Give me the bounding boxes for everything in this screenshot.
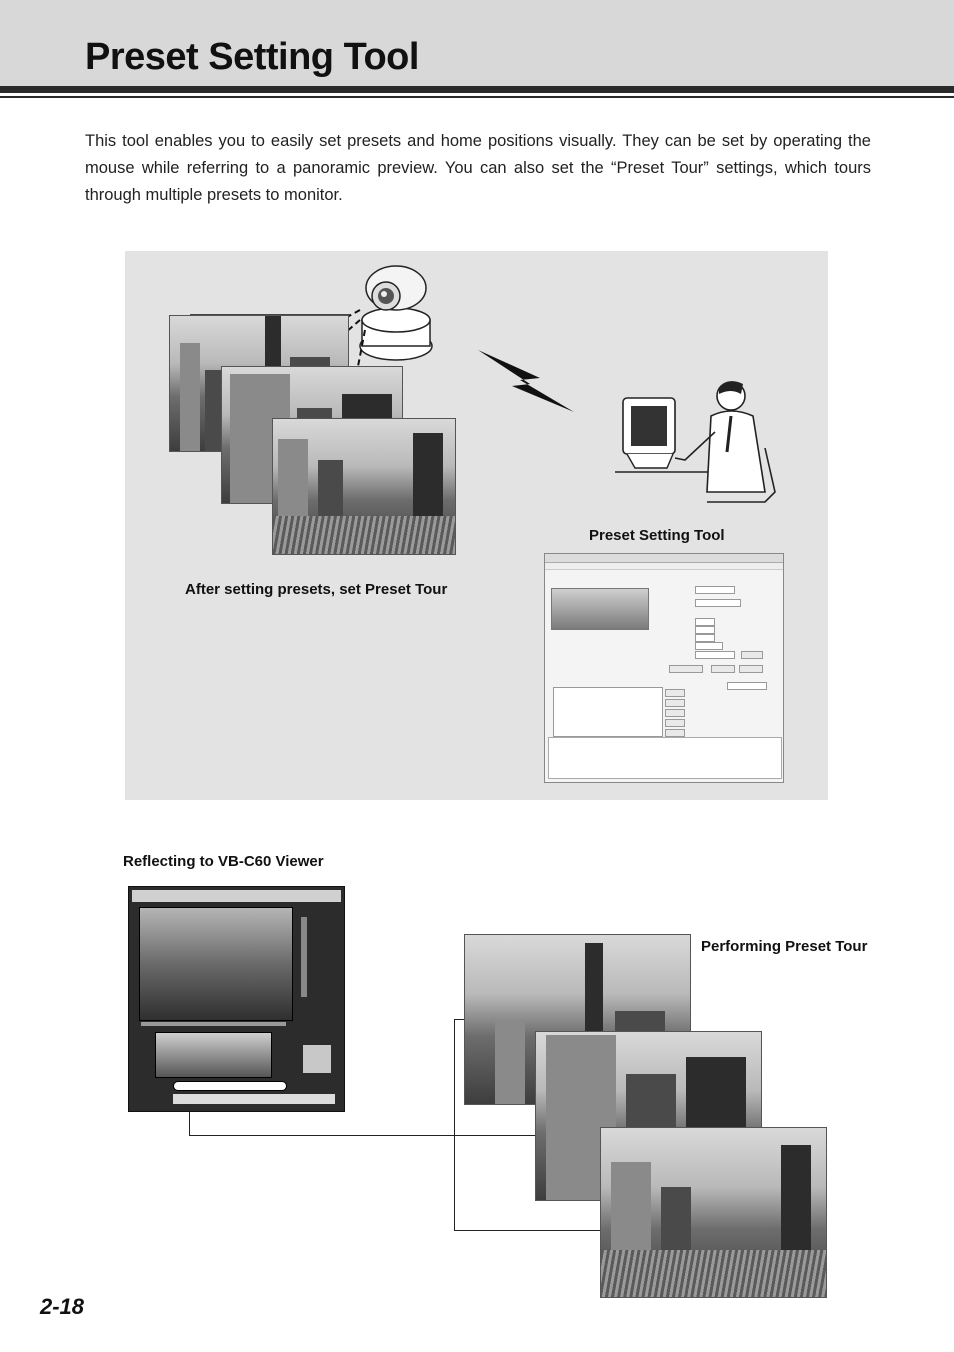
label-reflecting-viewer: Reflecting to VB-C60 Viewer: [123, 853, 324, 870]
intro-paragraph: This tool enables you to easily set presets and home positions visually. They can be set by operating the mouse while referring to a panoramic preview. You can also set the “Preset Tour” settings, which tours through multiple presets to monitor.: [85, 132, 871, 204]
label-preset-setting-tool: Preset Setting Tool: [589, 527, 725, 544]
page-title: Preset Setting Tool: [85, 36, 419, 78]
set-value-button: [741, 651, 763, 659]
person-at-computer-illustration: [615, 372, 785, 512]
panorama-preview: [551, 588, 649, 630]
preset-setting-tool-window: [544, 553, 784, 783]
lightning-bolt-icon: [478, 350, 578, 412]
connector-line: [454, 1019, 455, 1230]
connector-line: [454, 1230, 600, 1231]
title-rule: [0, 86, 954, 93]
page-number: 2-18: [40, 1294, 85, 1319]
focus-mode-select: [695, 651, 735, 659]
preset-dropdown-highlight: [173, 1081, 287, 1091]
connector-line: [189, 1135, 535, 1136]
zoom-field: [695, 634, 715, 642]
down-button: [665, 709, 685, 717]
window-menubar: [545, 563, 783, 570]
preview-button: [711, 665, 735, 673]
message-log: [548, 737, 782, 779]
label-performing-tour: Performing Preset Tour: [701, 938, 868, 955]
connector-line: [454, 1019, 464, 1020]
viewer-video: [139, 907, 293, 1021]
auto-preset-tour-select: [727, 682, 767, 690]
tour-photo-3: [600, 1127, 827, 1298]
move-icon: [303, 1045, 331, 1073]
viewer-panorama: [155, 1032, 272, 1078]
city-photo-3: [272, 418, 456, 555]
apply-button: [739, 665, 763, 673]
tilt-field: [695, 626, 715, 634]
delete-button: [665, 719, 685, 727]
viewer-toolbar: [132, 890, 341, 902]
zoom-slider: [301, 917, 307, 997]
viewer-status-bar: [173, 1094, 335, 1104]
pan-field: [695, 618, 715, 626]
label-after-setting-presets: After setting presets, set Preset Tour: [185, 581, 448, 598]
blc-select: [695, 642, 723, 650]
up-button: [665, 699, 685, 707]
preset-name-field: [695, 599, 741, 607]
window-titlebar: [545, 554, 783, 563]
add-button: [665, 689, 685, 697]
admin-viewer-button: [669, 665, 703, 673]
pan-slider: [141, 1022, 286, 1026]
tour-schedule-list: [553, 687, 663, 737]
preview-tour-button: [665, 729, 685, 737]
preset-select: [695, 586, 735, 594]
title-rule-thin: [0, 96, 954, 98]
vb-c60-viewer: [128, 886, 345, 1112]
connector-line: [189, 1110, 190, 1135]
